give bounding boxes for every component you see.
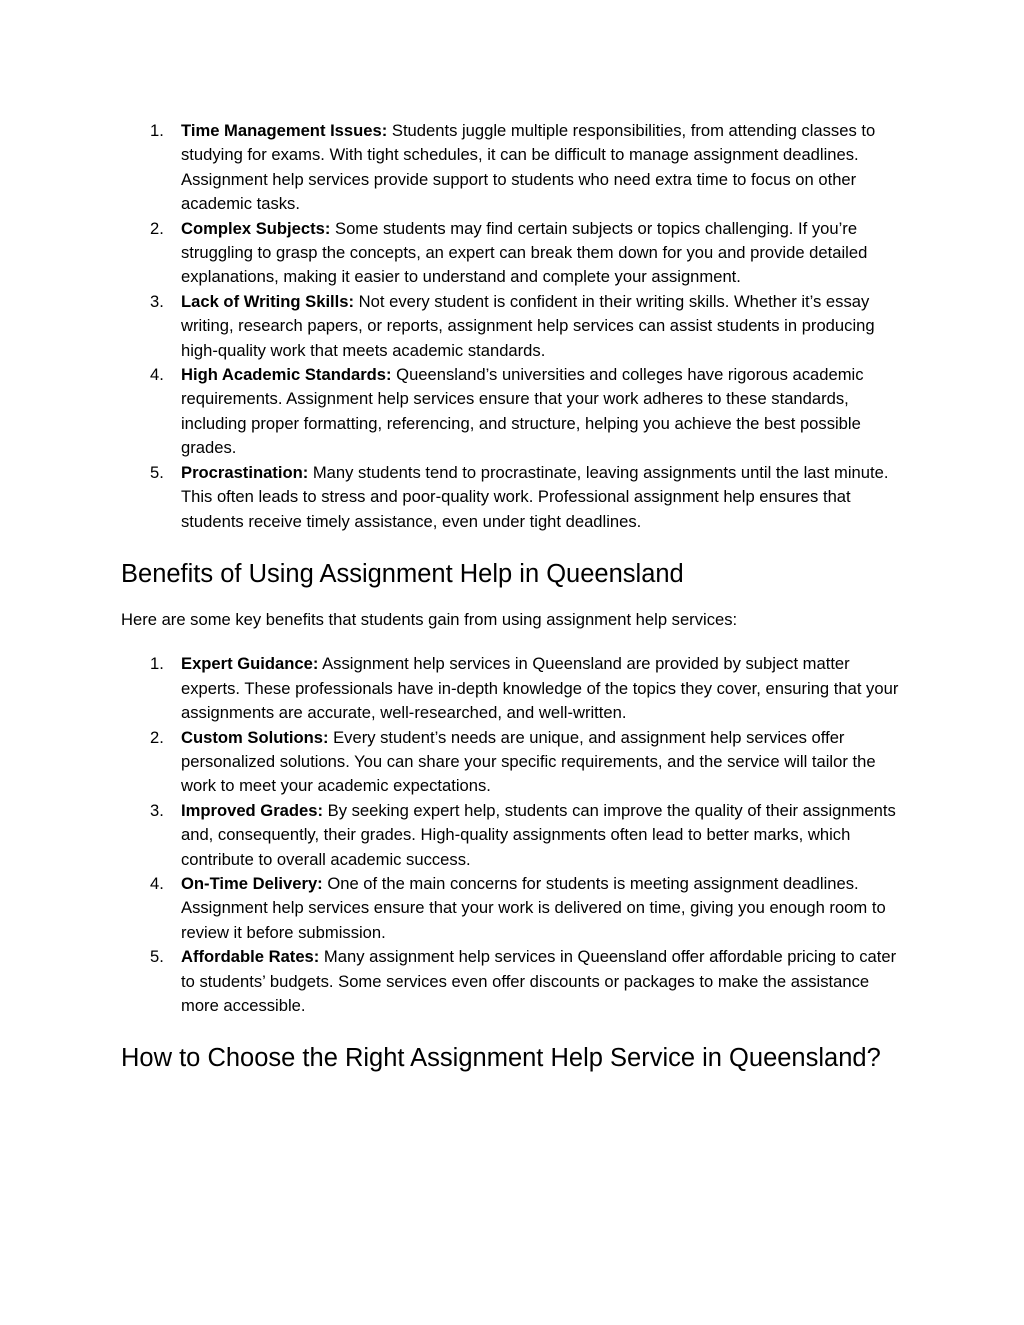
list-item xyxy=(121,726,911,799)
list-text: Assignment help services in Queensland are provided by subject matter experts. These professionals have in-depth knowledge of the topics they cover, ensuring that your assignments are accurate, well-researched, and well-written. xyxy=(181,654,899,723)
document-content xyxy=(121,119,911,1076)
list-term: Procrastination: xyxy=(181,462,309,482)
list-term: Expert Guidance: xyxy=(181,654,319,674)
list-text: Every student’s needs are unique, and assignment help services offer personalized solutions. You can share your specific requirements, and the service will tailor the work to meet your academic expectations. xyxy=(181,727,876,796)
list-term: On-Time Delivery: xyxy=(181,873,323,893)
list-number: 1. xyxy=(150,654,164,674)
list-number: 1. xyxy=(150,121,164,140)
list-term: Time Management Issues: xyxy=(181,121,388,140)
benefits-intro: Here are some key benefits that students gain from using assignment help services: xyxy=(121,609,738,629)
list-term: Complex Subjects: xyxy=(181,218,331,238)
list-text: Queensland’s universities and colleges have rigorous academic requirements. Assignment help services ensure that your work adheres to these standards, including proper formatting, referencing, and structure, helping you achieve the best possible grades. xyxy=(181,365,864,458)
list-text: Some students may find certain subjects or topics challenging. If you’re struggling to grasp the concepts, an expert can break them down for you and provide detailed explanations, making it easier to understand and complete your assignment. xyxy=(181,218,868,287)
list-number: 2. xyxy=(150,727,164,747)
benefits-list xyxy=(121,652,911,1018)
list-number: 3. xyxy=(150,800,164,820)
list-number: 4. xyxy=(150,873,164,893)
list-term: Affordable Rates: xyxy=(181,947,320,967)
list-item xyxy=(121,945,911,1018)
list-item xyxy=(121,119,911,217)
list-number: 3. xyxy=(150,291,164,311)
list-number: 4. xyxy=(150,365,164,385)
list-number: 5. xyxy=(150,462,164,482)
list-text: One of the main concerns for students is meeting assignment deadlines. Assignment help services ensure that your work is delivered on time, giving you enough room to review it before submission. xyxy=(181,873,886,942)
list-term: Custom Solutions: xyxy=(181,727,329,747)
list-item xyxy=(121,652,911,725)
list-item xyxy=(121,872,911,945)
benefits-heading: Benefits of Using Assignment Help in Queensland xyxy=(121,559,684,588)
list-term: Lack of Writing Skills: xyxy=(181,291,355,311)
list-item xyxy=(121,290,911,363)
list-number: 5. xyxy=(150,947,164,967)
choose-service-heading: How to Choose the Right Assignment Help Service in Queensland? xyxy=(121,1044,881,1073)
list-term: High Academic Standards: xyxy=(181,365,392,385)
list-number: 2. xyxy=(150,218,164,238)
list-text: By seeking expert help, students can improve the quality of their assignments and, consequently, their grades. High-quality assignments often lead to better marks, which contribute to overall academic success. xyxy=(181,800,896,869)
list-text: Many students tend to procrastinate, leaving assignments until the last minute. This often leads to stress and poor-quality work. Professional assignment help ensures that students receive timely assistance, even under tight deadlines. xyxy=(181,462,889,531)
list-item xyxy=(121,461,911,534)
list-item xyxy=(121,363,911,461)
list-text: Many assignment help services in Queensland offer affordable pricing to cater to students’ budgets. Some services even offer discounts or packages to make the assistance more accessible. xyxy=(181,947,897,1015)
list-item xyxy=(121,799,911,872)
list-term: Improved Grades: xyxy=(181,800,324,820)
list-text: Not every student is confident in their writing skills. Whether it’s essay writing, research papers, or reports, assignment help services can assist students in producing high-quality work that meets academic standards. xyxy=(181,291,875,360)
list-item xyxy=(121,217,911,290)
list-text: Students juggle multiple responsibilities, from attending classes to studying for exams. With tight schedules, it can be difficult to manage assignment deadlines. Assignment help services provide support to students who need extra time to focus on other academic tasks. xyxy=(181,121,876,214)
challenges-list xyxy=(121,119,911,534)
